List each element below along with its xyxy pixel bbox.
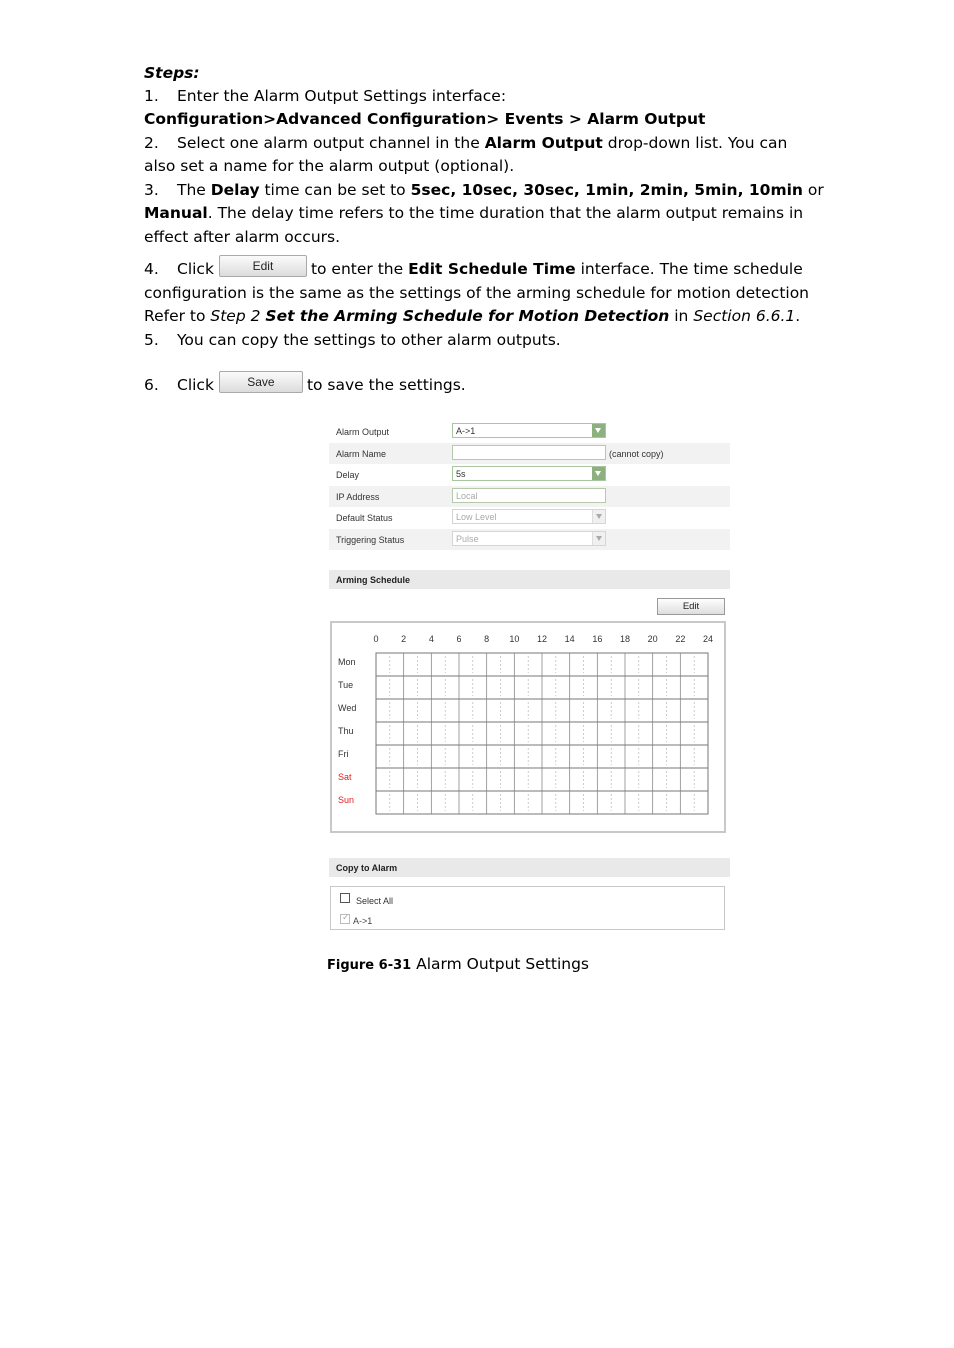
hour-tick-label: 6	[456, 634, 462, 644]
figure-caption	[327, 955, 589, 973]
save-button-illustration: Save	[219, 371, 303, 393]
chevron-down-icon	[592, 532, 605, 545]
chevron-down-icon	[592, 467, 605, 480]
copy-to-alarm-header: Copy to Alarm	[329, 858, 730, 877]
hour-tick-label: 18	[619, 634, 631, 644]
day-label: Sun	[338, 795, 355, 805]
triggering-status-label: Triggering Status	[336, 535, 405, 545]
default-status-row	[329, 507, 730, 528]
ip-address-input: Local	[452, 488, 606, 503]
copy-item-checkbox	[340, 914, 350, 924]
delay-row	[329, 464, 730, 485]
chevron-down-icon	[592, 510, 605, 523]
alarm-output-value: A->1	[456, 426, 476, 436]
step-3-line-2: Manual. The delay time refers to the time duration that the alarm output remains in	[144, 204, 804, 222]
hour-tick-label: 4	[428, 634, 434, 644]
step-2-line-2: also set a name for the alarm output (optional).	[144, 157, 515, 175]
ip-address-row	[329, 486, 730, 507]
cannot-copy-note: (cannot copy)	[609, 449, 664, 459]
hour-tick-label: 10	[509, 634, 520, 644]
arming-schedule-header: Arming Schedule	[329, 570, 730, 589]
step-5: 5. You can copy the settings to other alarm outputs.	[144, 331, 561, 349]
alarm-name-row	[329, 443, 730, 464]
step-2: 2. Select one alarm output channel in the Alarm Output drop-down list. You can	[144, 134, 788, 152]
alarm-name-label: Alarm Name	[336, 449, 387, 459]
delay-select[interactable]	[452, 466, 606, 481]
schedule-grid-box	[330, 621, 726, 833]
default-status-label: Default Status	[336, 513, 393, 523]
day-label: Mon	[338, 657, 356, 667]
day-label: Wed	[338, 703, 357, 713]
day-label: Thu	[338, 726, 354, 736]
alarm-output-row	[329, 421, 730, 442]
hour-tick-label: 24	[702, 634, 714, 644]
ip-address-label: IP Address	[336, 492, 380, 502]
caption-text: Alarm Output Settings	[411, 955, 589, 973]
alarm-output-select[interactable]	[452, 423, 606, 438]
day-label: Sat	[338, 772, 352, 782]
step-4: 4. Click Edit to enter the Edit Schedule Time interface. The time schedule	[144, 258, 803, 282]
hour-tick-label: 0	[373, 634, 379, 644]
delay-value: 5s	[456, 469, 466, 479]
hour-tick-label: 22	[675, 634, 686, 644]
day-label: Fri	[338, 749, 349, 759]
nav-path: Configuration>Advanced Configuration> Events > Alarm Output	[144, 110, 706, 128]
edit-button-illustration: Edit	[219, 255, 307, 277]
hour-tick-label: 12	[536, 634, 548, 644]
copy-item-label: A->1	[353, 916, 373, 926]
alarm-output-label: Alarm Output	[336, 427, 390, 437]
select-all-label: Select All	[356, 896, 394, 906]
delay-label: Delay	[336, 470, 360, 480]
hour-tick-label: 20	[647, 634, 658, 644]
alarm-name-input[interactable]	[452, 445, 606, 460]
hour-tick-label: 8	[484, 634, 490, 644]
step-3-line-3: effect after alarm occurs.	[144, 228, 341, 246]
day-label: Tue	[338, 680, 354, 690]
triggering-status-select: Pulse	[452, 531, 606, 546]
step-3: 3. The Delay time can be set to 5sec, 10sec, 30sec, 1min, 2min, 5min, 10min or	[144, 181, 824, 199]
caption-label: Figure 6-31	[327, 958, 412, 973]
schedule-grid	[332, 623, 724, 831]
chevron-down-icon	[592, 424, 605, 437]
steps-heading: Steps:	[144, 64, 200, 82]
hour-tick-label: 2	[401, 634, 407, 644]
select-all-checkbox[interactable]	[340, 893, 350, 903]
edit-schedule-button[interactable]: Edit	[657, 598, 725, 615]
step-1: 1. Enter the Alarm Output Settings interface:	[144, 87, 507, 105]
hour-tick-label: 16	[592, 634, 603, 644]
copy-to-alarm-box	[330, 886, 725, 930]
default-status-select: Low Level	[452, 509, 606, 524]
triggering-status-row	[329, 529, 730, 550]
step-4-line-3: Refer to Step 2 Set the Arming Schedule for Motion Detection in Section 6.6.1.	[144, 307, 801, 325]
hour-tick-label: 14	[564, 634, 575, 644]
step-4-line-2: configuration is the same as the settings of the arming schedule for motion detection	[144, 284, 810, 302]
step-6: 6. Click Save to save the settings.	[144, 374, 466, 398]
